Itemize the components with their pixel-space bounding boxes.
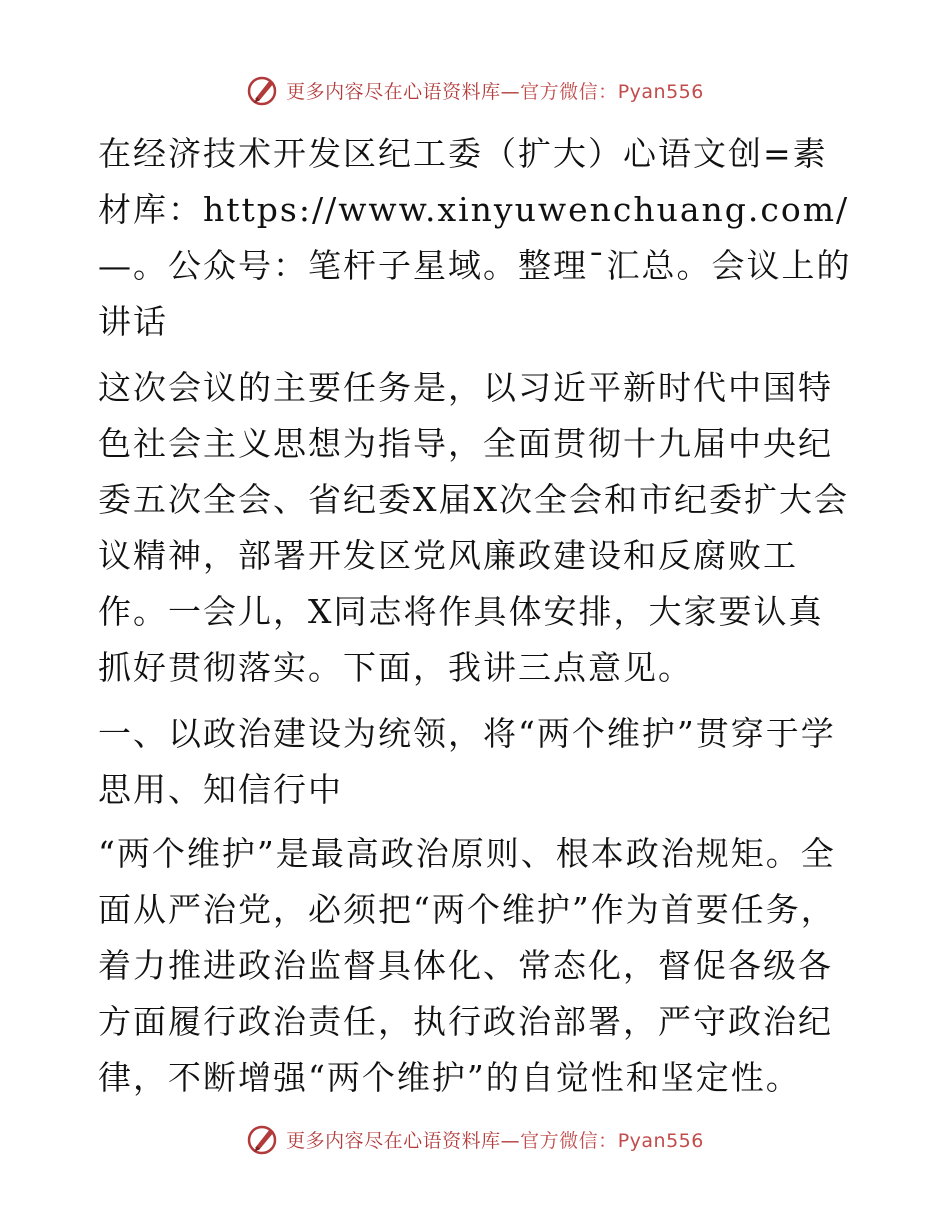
document-body bbox=[98, 126, 858, 1116]
footer-watermark-banner bbox=[0, 1119, 950, 1159]
wechat-id: Pyan556 bbox=[617, 80, 704, 103]
section-heading: 一、以政治建设为统领，将“两个维护”贯穿于学思用、知信行中 bbox=[98, 714, 836, 809]
body-paragraph: “两个维护”是最高政治原则、根本政治规矩。全面从严治党，必须把“两个维护”作为首要任务，着力推进政治监督具体化、常态化，督促各级各方面履行政治责任，执行政治部署，严守政治纪律，不断增强“两个维护”的自觉性和坚定性。 bbox=[98, 834, 836, 1097]
watermark-slogan: 更多内容尽在心语资料库 bbox=[286, 80, 501, 103]
watermark-text bbox=[286, 77, 704, 104]
watermark-separator: — bbox=[500, 80, 521, 103]
watermark-separator: — bbox=[500, 1129, 521, 1152]
title-paragraph: 在经济技术开发区纪工委（扩大）心语文创=素材库：https://www.xinyuwenchuang.com/—。公众号：笔杆子星域。整理¯汇总。会议上的讲话 bbox=[98, 134, 852, 341]
watermark-text bbox=[286, 1126, 704, 1153]
wechat-label: 官方微信： bbox=[520, 80, 618, 103]
wechat-id: Pyan556 bbox=[617, 1129, 704, 1152]
wechat-label: 官方微信： bbox=[520, 1129, 618, 1152]
quill-pen-logo-icon bbox=[246, 1122, 280, 1156]
header-watermark-banner bbox=[0, 70, 950, 110]
intro-paragraph: 这次会议的主要任务是，以习近平新时代中国特色社会主义思想为指导，全面贯彻十九届中央纪委五次全会、省纪委X届X次全会和市纪委扩大会议精神，部署开发区党风廉政建设和反腐败工作。一会儿，X同志将作具体安排，大家要认真抓好贯彻落实。下面，我讲三点意见。 bbox=[98, 368, 849, 687]
quill-pen-logo-icon bbox=[246, 73, 280, 107]
watermark-slogan: 更多内容尽在心语资料库 bbox=[286, 1129, 501, 1152]
